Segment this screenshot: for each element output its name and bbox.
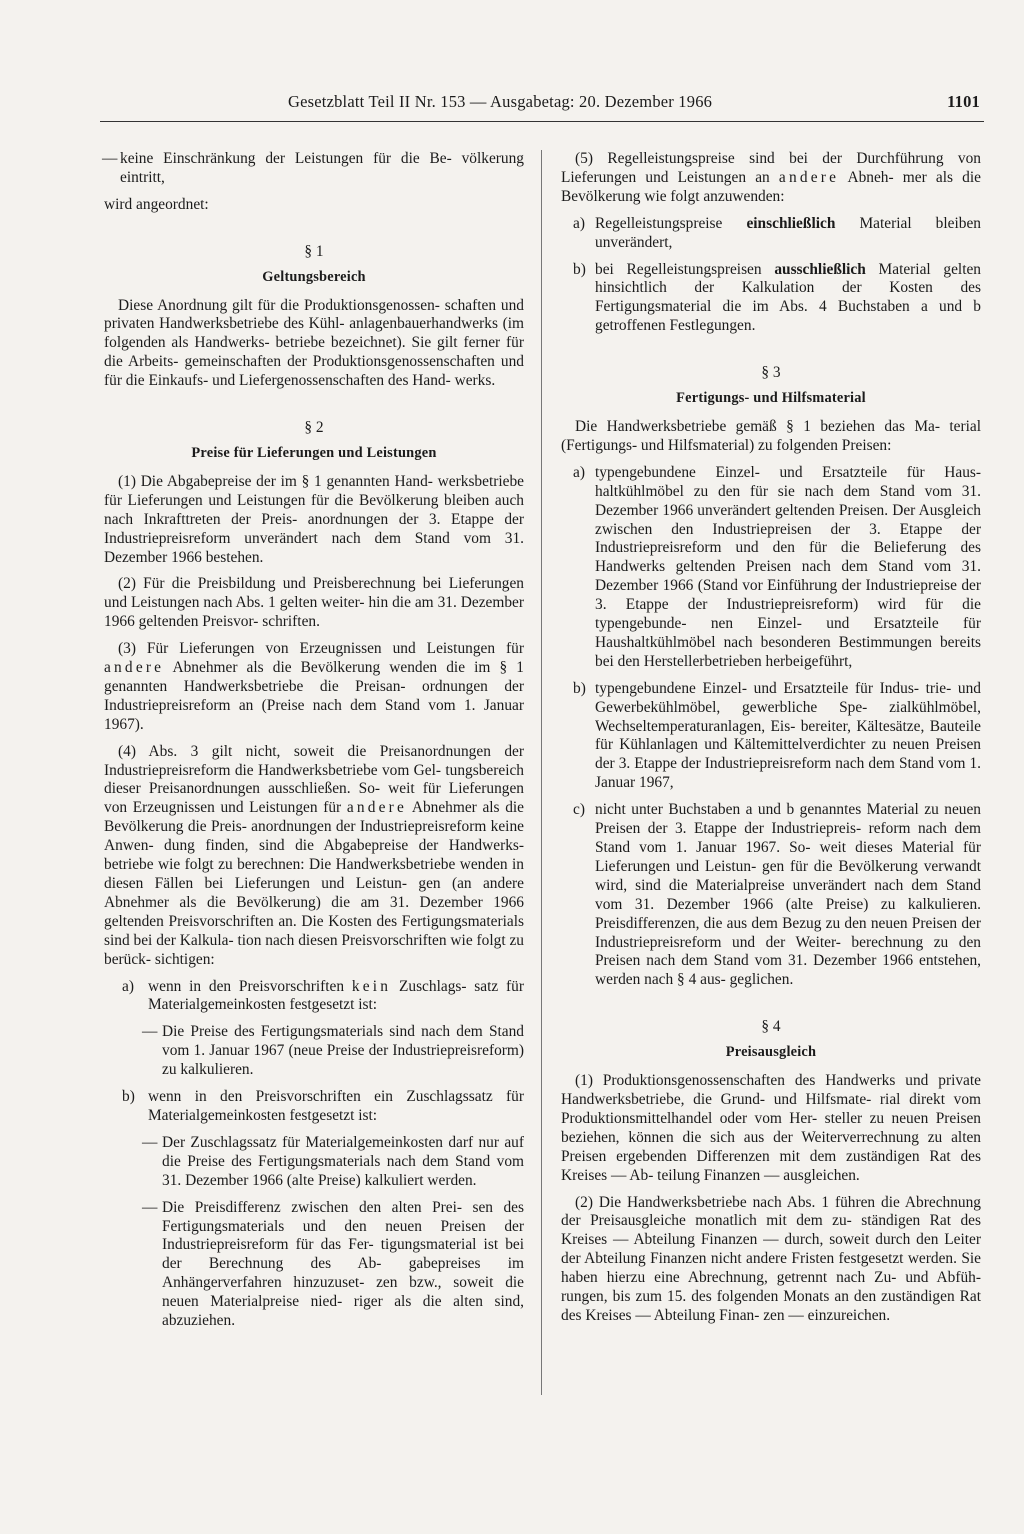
- item-a-text-start: wenn in den Preisvorschriften: [148, 977, 345, 995]
- p5-text-end: Abneh- mer als die Bevölkerung wie folgt anzuwenden:: [561, 168, 981, 205]
- dash-marker: —: [102, 150, 118, 167]
- p4-text-start: (4) Abs. 3 gilt nicht, soweit die Preisanordnungen der Industriepreisreform die Handwerksbetriebe vom Gel- tungsbereich dieser Preisanordnungen ausschließen. So- weit für Lieferungen von Erzeugnissen und Leistungen für: [104, 742, 524, 817]
- p5-item-b-text-start: bei Regelleistungspreisen: [595, 260, 762, 278]
- section-2-paragraph-3: [104, 640, 524, 735]
- section-4-number: § 4: [761, 1018, 781, 1036]
- s3-item-a-text: typengebundene Einzel- und Ersatzteile für Haus- haltkühlmöbel zu den für sie nach dem Stand vom 31. Dezember 1966 unverändert geltenden Preisen. Der Ausgleich zwischen den Industriepreisen der 3. Etappe der Industriepreisreform und den für die Belieferung des Handwerks geltenden Preisen nach dem Stand vom 31. Dezember 1966 (Stand vor Einführung der Industriepreise der 3. Etappe der Industriepreisreform) wird für die typengebunde- nen Einzel- und Ersatzteile für Haushaltkühlmöbel nach besonderen Bestimmungen bereits bei den Herstellerbetrieben herbeigeführt,: [595, 463, 981, 670]
- p5-item-a-marker: a): [573, 214, 585, 232]
- page-number: 1101: [947, 92, 980, 111]
- section-2-paragraph-1: (1) Die Abgabepreise der im § 1 genannten Hand- werksbetriebe für Lieferungen und Leistungen für die Bevölkerung bleiben auch nach Inkrafttreten der Preis- anordnungen der 3. Etappe der Industriepreisreform unverändert nach dem Stand vom 31. Dezember 1966 bestehen.: [104, 472, 524, 566]
- header-title: Gesetzblatt Teil II Nr. 153 — Ausgabetag: 20. Dezember 1966: [288, 92, 713, 111]
- s3-item-b-text: typengebundene Einzel- und Ersatzteile für Indus- trie- und Gewerbekühlmöbel, gewerbliche Spe- zialkühlmöbel, Wechseltemperaturanlagen, Eis- bereiter, Kältesätze, Bauteile für Kühlanlagen und Kältemittelverdichter zu neuen Preisen der 3. Etappe der Industriepreisreform nach dem Stand vom 1. Januar 1967,: [595, 679, 981, 792]
- item-a-text-end: Zuschlags- satz für Materialgemeinkosten festgesetzt ist:: [148, 977, 524, 1014]
- right-column: [561, 150, 981, 1334]
- section-2-paragraph-2: (2) Für die Preisbildung und Preisberechnung bei Lieferungen und Leistungen nach Abs. 1 gelten weiter- hin die am 31. Dezember 1966 geltenden Preisvor- schriften.: [104, 575, 524, 631]
- section-3-number: § 3: [761, 364, 781, 382]
- item-b-marker: b): [122, 1088, 135, 1106]
- p5-item-a-text-end: Material bleiben unverändert,: [595, 214, 981, 251]
- p3-text-start: (3) Für Lieferungen von Erzeugnissen und Leistungen für: [118, 640, 524, 658]
- section-4-title: Preisausgleich: [725, 1044, 817, 1061]
- header-rule: [100, 121, 984, 122]
- p5-item-a-bold-word: einschließlich: [746, 214, 836, 232]
- p3-spaced-word: andere: [104, 659, 165, 677]
- page-header: [100, 92, 984, 118]
- p4-text-end: Abnehmer als die Bevölkerung die Preis- anordnungen der Industriepreisreform keine Anwen- dung finden, sind die Abgabepreise der Handwerks- betriebe wie folgt zu berechnen: Die Handwerksbetriebe wenden in diesen Fällen bei Lieferungen und Leistun- gen (an andere Abnehmer als die Bevölkerung) die am 31. Dezember 1966 geltenden Preisvorschriften an. Die Kosten des Fertigungsmaterials sind bei der Kalkula- tion nach diesen Preisvorschriften wie folgt zu berück- sichtigen:: [104, 799, 524, 968]
- section-2-paragraph-4: [104, 743, 524, 970]
- p5-item-b-marker: b): [573, 260, 586, 278]
- list-item-b: [122, 1088, 524, 1126]
- column-divider: [541, 150, 542, 1395]
- section-4-paragraph-2: (2) Die Handwerksbetriebe nach Abs. 1 führen die Abrechnung der Preisausgleiche monatlich mit dem zu- ständigen Rat des Kreises — Abteilung Finanzen — durch, soweit durch den Leiter der Abteilung Finanzen nicht andere Fristen festgesetzt werden. Sie haben hierzu eine Abrechnung, getrennt nach Zu- und Abfüh- rungen, bis zum 15. des folgenden Monats an den zuständigen Rat des Kreises — Abteilung Finan- zen — einzureichen.: [561, 1193, 981, 1324]
- section-2-title: Preise für Lieferungen und Leistungen: [191, 444, 437, 461]
- section-4-paragraph-1: (1) Produktionsgenossenschaften des Handwerks und private Handwerksbetriebe, die Grund- und Hilfsmate- rial direkt vom Produktionsmittelhandel oder vom Her- steller zu neuen Preisen beziehen, können die sich aus der Weiterverrechnung zu alten Preisen ergebenden Differenzen mit dem zuständigen Rat des Kreises — Ab- teilung Finanzen — ausgleichen.: [561, 1072, 981, 1184]
- item-a-marker: a): [122, 977, 134, 995]
- p5-item-b-text-end: Material gelten hinsichtlich der Kalkulation der Kosten des Fertigungsmaterial die im Abs. 4 Buchstaben a und b getroffenen Festlegungen.: [595, 260, 981, 335]
- s3-item-b: [561, 680, 981, 793]
- section-2-number: § 2: [304, 419, 324, 437]
- section-1-number: § 1: [304, 242, 324, 260]
- s3-item-a-marker: a): [573, 463, 585, 481]
- left-column: [104, 150, 524, 1339]
- section-2-paragraph-5: [561, 150, 981, 207]
- item-b-text: wenn in den Preisvorschriften ein Zuschlagssatz für Materialgemeinkosten festgesetzt ist:: [148, 1088, 524, 1124]
- section-1-paragraph: Diese Anordnung gilt für die Produktionsgenossen- schaften und privaten Handwerksbetriebe des Kühl- anlagenbauerhandwerks (im folgenden als Handwerks- betriebe bezeichnet). Sie gilt ferner für die Arbeits- gemeinschaften der Produktionsgenossenschaften und für die Einkaufs- und Liefergenossenschaften des Hand- werks.: [104, 296, 524, 390]
- p5-spaced-word: andere: [778, 168, 840, 186]
- section-3-title: Fertigungs- und Hilfsmaterial: [676, 390, 866, 407]
- item-a-spaced-word: kein: [351, 977, 392, 995]
- item-b-dash-1: [142, 1134, 524, 1191]
- s3-item-c-marker: c): [573, 801, 585, 819]
- dash-marker: —: [142, 1133, 158, 1151]
- item-a-dash-text: Die Preise des Fertigungsmaterials sind nach dem Stand vom 1. Januar 1967 (neue Preise der Industriepreisreform) zu kalkulieren.: [162, 1023, 524, 1079]
- section-1-title: Geltungsbereich: [262, 268, 366, 285]
- item-a-dash: [142, 1023, 524, 1080]
- p5-item-b-bold-word: ausschließlich: [774, 260, 866, 278]
- dash-marker: —: [142, 1023, 158, 1041]
- p3-text-end: Abnehmer als die Bevölkerung wenden die im § 1 genannten Handwerksbetriebe die Preisan- ordnungen der Industriepreisreform an (Preise nach dem Stand vom 1. Januar 1967).: [104, 659, 524, 733]
- intro-ordered: wird angeordnet:: [104, 195, 209, 213]
- intro-dash-text: keine Einschränkung der Leistungen für die Be- völkerung eintritt,: [120, 150, 524, 186]
- s3-item-b-marker: b): [573, 679, 586, 697]
- p4-spaced-word: andere: [346, 799, 408, 817]
- dash-marker: —: [142, 1198, 158, 1216]
- section-3-paragraph: Die Handwerksbetriebe gemäß § 1 beziehen das Ma- terial (Fertigungs- und Hilfsmaterial) zu folgenden Preisen:: [561, 417, 981, 454]
- item-b-dash-2: [142, 1199, 524, 1331]
- p5-item-a-text-start: Regelleistungspreise: [595, 214, 723, 232]
- intro-dash-item: [104, 150, 524, 188]
- item-b-dash-1-text: Der Zuschlagssatz für Materialgemeinkosten darf nur auf die Preise des Fertigungsmaterials nach dem Stand vom 31. Dezember 1966 (alte Preise) kalkuliert werden.: [162, 1133, 524, 1189]
- s3-item-c-text: nicht unter Buchstaben a und b genanntes Material zu neuen Preisen der 3. Etappe der Industriepreis- reform nach dem Stand vom 1. Januar 1967. So- weit dieses Material für Lieferungen und Leistun- gen für die Bevölkerung verwandt wird, sind die Materialpreise unverändert nach dem Stand vom 31. Dezember 1966 (alte Preise) zu kalkulieren. Preisdifferenzen, die aus dem Bezug zu den neuen Preisen der Industriepreisreform und der Weiter- berechnung zu den Preisen nach dem Stand vom 31. Dezember 1966 entstehen, werden nach § 4 aus- geglichen.: [595, 801, 981, 989]
- s3-item-a: [561, 464, 981, 672]
- s3-item-c: [561, 801, 981, 990]
- p5-item-b: [561, 261, 981, 337]
- p5-item-a: [561, 215, 981, 253]
- list-item-a: [122, 978, 524, 1016]
- p5-text-start: (5) Regelleistungspreise sind bei der Durchführung von Lieferungen und Leistungen an: [561, 150, 981, 186]
- item-b-dash-2-text: Die Preisdifferenz zwischen den alten Prei- sen des Fertigungsmaterials und den neuen Preisen der Industriepreisreform für das Fer- tigungsmaterial ist bei der Berechnung des Ab- gabepreises im Anhängerverfahren hinzuzuset- zen bzw., soweit die neuen Materialpreise nied- riger als die alten sind, abzuziehen.: [162, 1198, 524, 1330]
